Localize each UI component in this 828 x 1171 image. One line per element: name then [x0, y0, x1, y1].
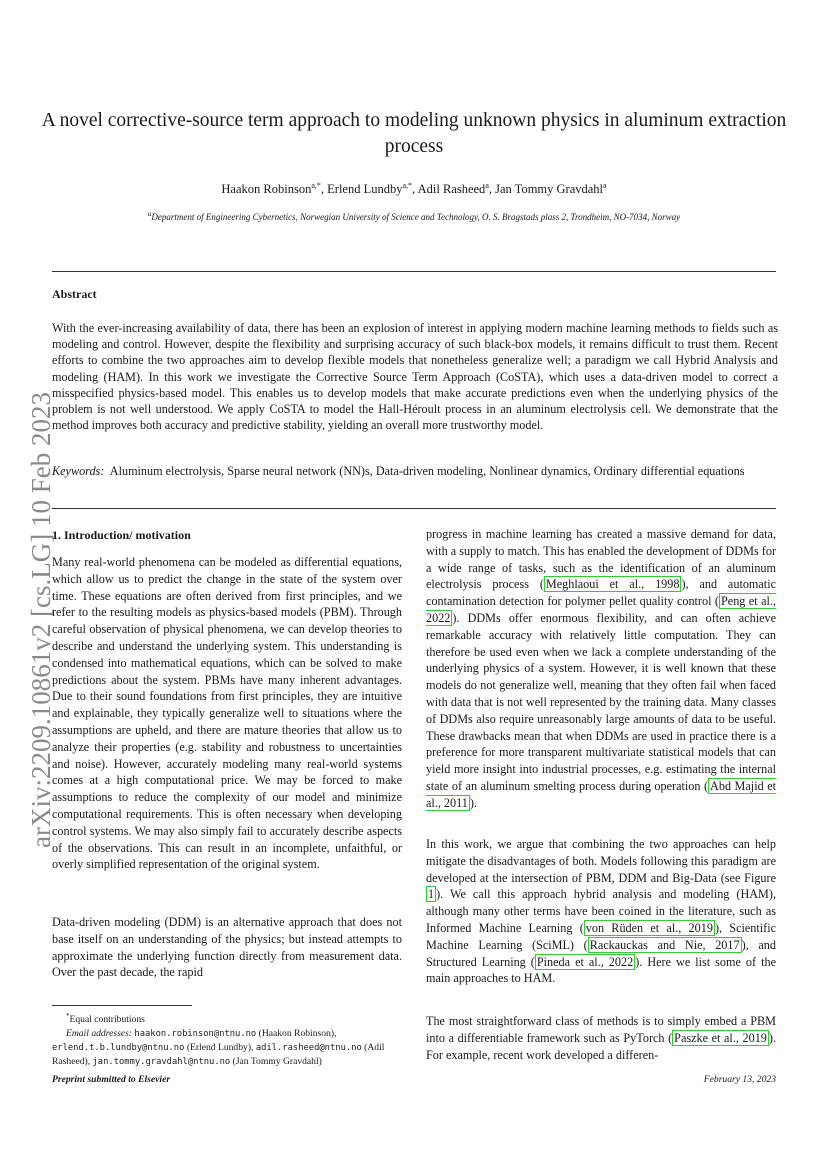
figure-link[interactable]: 1	[428, 887, 435, 902]
body-paragraph: Many real-world phenomena can be modeled as differential equations, which allow us to predict the change in the state of the system over time. These equations are often derived from first principles, and we refer to the resulting models as physics-based models (PBM). Through careful observation of physical phenomena, we can develop theories to describe and understand the underlying system. This understanding is condensed into mathematical equations, which can be solved to make predictions about the system. PBMs have many inherent advantages. Due to their sound foundations from first principles, they are intuitive and explainable, they typically generalize well to situations where the assumptions are upheld, and there are mature theories that allow us to analyze their properties (e.g. stability and robustness to uncertainties and noise). However, accurately modeling many real-world systems comes at a high computational price. We may be forced to make assumptions to reduce the complexity of our model and minimize computational requirements. This is often necessary when developing control systems. We may also simply fail to accurately describe aspects of the observations. This can result in an incomplete, unfaithful, or overly simplified representation of the original system.	[52, 555, 402, 872]
email-label: Email addresses:	[66, 1028, 132, 1040]
citation-link[interactable]: Rackauckas and Nie, 2017	[589, 937, 740, 952]
abstract-divider	[52, 508, 776, 509]
citation-link[interactable]: Paszke et al., 2019	[674, 1030, 767, 1045]
footnote-mark: *	[66, 1012, 70, 1020]
text-run: ), and Structured Learning (	[426, 937, 776, 969]
keywords-text: Aluminum electrolysis, Sparse neural network (NN)s, Data-driven modeling, Nonlinear dynamics, Ordinary differential equations	[109, 464, 745, 478]
footer-date: February 13, 2023	[703, 1074, 776, 1085]
text-run: ), Scientific Machine Learning (SciML) (	[426, 920, 776, 952]
text-run: ). We call this approach hybrid analysis and modeling (HAM), although many other terms have been coined in the literature, such as Informed Machine Learning (	[426, 887, 776, 935]
paper-title: A novel corrective-source term approach to modeling unknown physics in aluminum extraction process	[41, 110, 787, 157]
body-paragraph	[426, 526, 776, 812]
text-run: In this work, we argue that combining the two approaches can help mitigate the disadvantages of both. Models following this paradigm are developed at the intersection of PBM, DDM and Big-Data (see Figure	[426, 837, 776, 885]
footnote	[52, 1009, 402, 1069]
keywords-label: Keywords:	[52, 464, 105, 478]
author-name: Adil Rasheed	[417, 182, 486, 197]
email-owner: (Haakon Robinson),	[258, 1028, 337, 1040]
text-run: ). For example, recent work developed a differen-	[426, 1030, 777, 1062]
footnote-equal-text: Equal contributions	[69, 1014, 145, 1026]
footnote-emails	[52, 1027, 402, 1069]
author-sup: a,*	[402, 181, 413, 190]
keywords	[52, 463, 778, 479]
author-sup: a	[485, 181, 489, 190]
citation-link[interactable]: Peng et al., 2022	[426, 594, 776, 625]
email-address[interactable]: jan.tommy.gravdahl@ntnu.no	[92, 1057, 231, 1068]
author-name: Haakon Robinson	[221, 182, 312, 197]
abstract-text: With the ever-increasing availability of data, there has been an explosion of interest in applying modern machine learning methods to fields such as modeling and control. However, despite the flexibility and surprising accuracy of such black-box models, it remains difficult to trust them. Recent efforts to combine the two approaches aim to develop flexible models that nonetheless generalize well; a paradigm we call Hybrid Analysis and modeling (HAM). In this work we investigate the Corrective Source Term Approach (CoSTA), which uses a data-driven model to correct a misspecified physics-based model. This enables us to develop models that make accurate predictions even when the underlying physics of the problem is not well understood. We apply CoSTA to model the Hall-Héroult process in an aluminum electrolysis cell. We demonstrate that the method improves both accuracy and predictive stability, yielding an overall more trustworthy model.	[52, 321, 778, 433]
email-owner: (Erlend Lundby),	[186, 1042, 254, 1054]
footer-preprint: Preprint submitted to Elsevier	[52, 1074, 171, 1085]
section-heading: 1. Introduction/ motivation	[52, 528, 191, 542]
body-paragraph: Data-driven modeling (DDM) is an alternative approach that does not base itself on an understanding of the physics; but instead attempts to approximate the underlying function directly from measurement data. Over the past decade, the rapid	[52, 915, 402, 980]
top-divider	[52, 271, 776, 272]
text-run: ), and automatic contamination detection for polymer pellet quality control (	[426, 577, 776, 609]
affiliation	[40, 210, 788, 222]
citation-link[interactable]: Meghlaoui et al., 1998	[545, 577, 680, 592]
citation-link[interactable]: Abd Majid et al., 2011	[426, 778, 776, 810]
text-run: ). DDMs offer enormous flexibility, and can often achieve remarkable accuracy with relatively little computation. They can therefore be used even when we lack a complete understanding of the underlying physics of a system. However, it is well known that these models do not generalize well, meaning that they often fail when faced with data that is not well represented by the training data. Many classes of DDMs also require unreasonably large amounts of data to be useful. These drawbacks mean that when DDMs are used in practice there is a preference for more transparent multivariate statistical models that can yield more insight into industrial processes, e.g. estimating the internal state of an aluminum smelting process during operation (	[426, 610, 776, 793]
footnote-rule	[52, 1005, 192, 1006]
affiliation-sup: a	[147, 210, 152, 218]
email-address[interactable]: haakon.robinson@ntnu.no	[134, 1029, 257, 1040]
text-run: ).	[469, 795, 477, 810]
footnote-equal	[52, 1009, 402, 1027]
affiliation-text: Department of Engineering Cybernetics, Norwegian University of Science and Technology, O. S. Bragstads plass 2, Trondheim, NO-7034, Norway	[151, 212, 681, 222]
text-run: The most straightforward class of methods is to simply embed a PBM into a differentiable framework such as PyTorch (	[426, 1014, 776, 1045]
email-address[interactable]: erlend.t.b.lundby@ntnu.no	[52, 1043, 185, 1054]
author-sup: a,*	[311, 181, 321, 190]
citation-link[interactable]: Pineda et al., 2022	[536, 954, 634, 969]
citation-link[interactable]: von Rüden et al., 2019	[585, 920, 713, 935]
arxiv-id-text: arXiv:2209.10861v2 [cs.LG] 10 Feb 2023	[26, 392, 56, 848]
abstract-heading: Abstract	[52, 287, 97, 301]
body-paragraph	[426, 836, 776, 987]
email-address[interactable]: adil.rasheed@ntnu.no	[255, 1043, 362, 1054]
author-name: Jan Tommy Gravdahl	[495, 182, 604, 197]
body-paragraph	[426, 1013, 776, 1063]
author-sup: a	[603, 181, 607, 190]
email-owner: (Adil Rasheed),	[52, 1042, 385, 1068]
text-run: ). Here we list some of the main approaches to HAM.	[426, 954, 776, 986]
author-name: Erlend Lundby	[327, 182, 403, 197]
text-run: progress in machine learning has created a massive demand for data, with a supply to match. This has enabled the development of DDMs for a wide range of tasks, such as the identification of an aluminum electrolysis process (	[426, 527, 776, 592]
email-owner: (Jan Tommy Gravdahl)	[232, 1056, 322, 1068]
author-list: Haakon Robinson$^{a,*}$, Erlend Lundby$^{a,*}$, Adil Rasheed$^a$, Jan Tommy Gravdahl$^a$	[221, 181, 607, 197]
